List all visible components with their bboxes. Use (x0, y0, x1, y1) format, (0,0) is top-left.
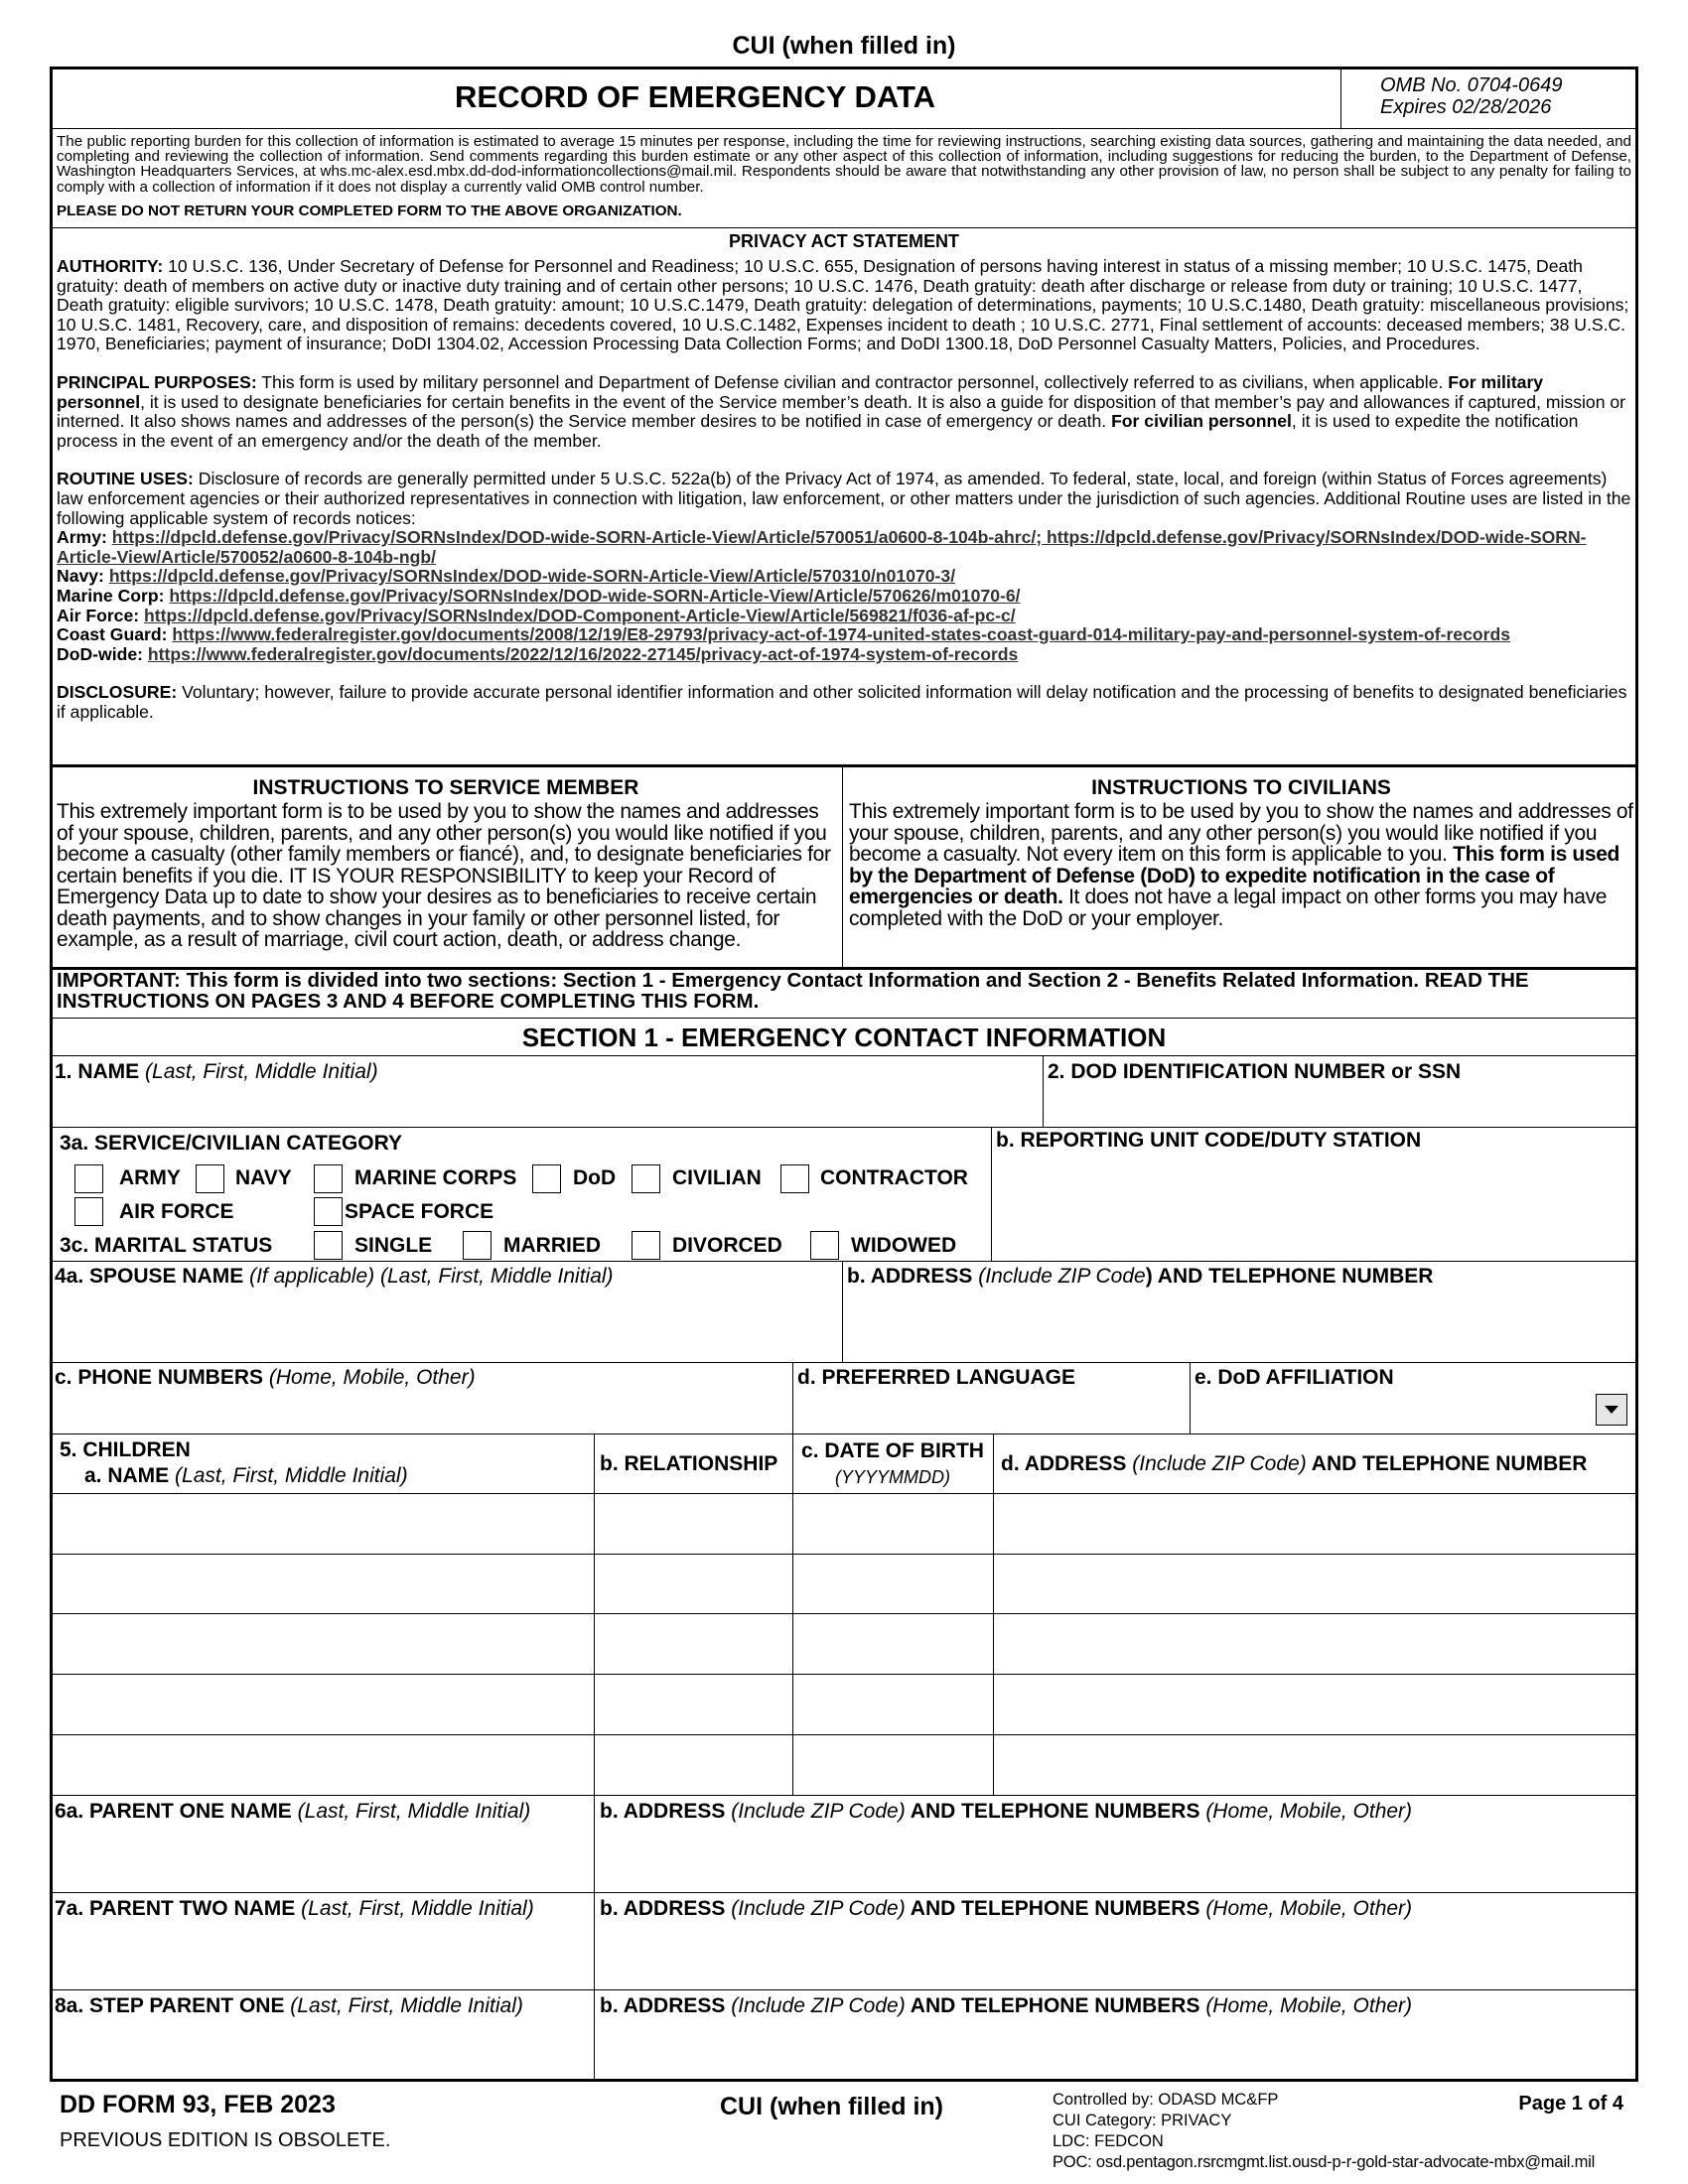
f8a-step-parent-label: 8a. STEP PARENT ONE (Last, First, Middle Initial) (55, 1994, 523, 2017)
divorced-checkbox[interactable] (632, 1231, 660, 1260)
f6a-parent-one-label: 6a. PARENT ONE NAME (Last, First, Middle Initial) (55, 1800, 531, 1823)
f7b-address-label: b. ADDRESS (Include ZIP Code) AND TELEPHONE NUMBERS (Home, Mobile, Other) (600, 1897, 1413, 1920)
sorn-airforce: Air Force: https://dpcld.defense.gov/Privacy/SORNsIndex/DOD-Component-Article-View/Article/569821/f036-af-pc-c/ (57, 605, 1016, 625)
contractor-checkbox[interactable] (780, 1164, 809, 1193)
title-divider (1340, 67, 1341, 128)
f1-name-input[interactable] (52, 1086, 1040, 1124)
sorn-airforce-link[interactable]: https://dpcld.defense.gov/Privacy/SORNsIndex/DOD-Component-Article-View/Article/569821/f036-af-pc-c/ (144, 605, 1016, 625)
f2-dodid-input[interactable] (1046, 1086, 1635, 1124)
do-not-return: PLEASE DO NOT RETURN YOUR COMPLETED FORM TO THE ABOVE ORGANIZATION. (57, 203, 682, 219)
f1-name-label: 1. NAME (Last, First, Middle Initial) (55, 1060, 378, 1083)
f8a-step-parent-input[interactable] (52, 2021, 591, 2079)
navy-label: NAVY (235, 1166, 292, 1189)
child-row-1[interactable] (52, 1495, 1635, 1552)
contractor-label: CONTRACTOR (820, 1166, 968, 1189)
f6b-address-input[interactable] (597, 1827, 1635, 1890)
f5c-dob-hint: (YYYYMMDD) (835, 1467, 950, 1487)
f5a-name-label: a. NAME (Last, First, Middle Initial) (84, 1464, 408, 1487)
dod-checkbox[interactable] (532, 1164, 561, 1193)
important-notice: IMPORTANT: This form is divided into two sections: Section 1 - Emergency Contact Information and Section 2 - Benefits Related Information. READ THE INSTRUCTIONS ON PAGES 3 AND 4 BEFORE COMPLETING THIS FORM. (57, 969, 1529, 1013)
f3a-category-label: 3a. SERVICE/CIVILIAN CATEGORY (60, 1132, 403, 1155)
authority-paragraph: AUTHORITY: 10 U.S.C. 136, Under Secretary of Defense for Personnel and Readiness; 10 U.S.C. 655, Designation of persons having interest in status of a missing member; 10 U.S.C. 1475, Death gratuity: death of members on active duty or inactive duty training and of certain other persons; 10 U.S.C. 1476, Death gratuity: death after discharge or release from duty or training; 10 U.S.C. 1477, Death gratuity: eligible survivors; 10 U.S.C. 1478, Death gratuity: amount; 10 U.S.C.1479, Death gratuity: delegation of determinations, payments; 10 U.S.C.1480, Death gratuity: miscellaneous provisions; 10 U.S.C. 1481, Recovery, care, and disposition of remains: decedents covered, 10 U.S.C.1482, Expenses incident to death ; 10 U.S.C. 2771, Final settlement of accounts: deceased members; 38 U.S.C. 1970, Beneficiaries; payment of insurance; DoDI 1304.02, Accession Processing Data Collection Forms; and DoDI 1300.18, DoD Personnel Casualty Matters, Policies, and Procedures. (57, 256, 1629, 354)
f4d-language-input[interactable] (795, 1392, 1187, 1432)
f5-children-label: 5. CHILDREN (60, 1438, 191, 1461)
f3c-marital-label: 3c. MARITAL STATUS (60, 1234, 273, 1257)
sorn-marine: Marine Corp: https://dpcld.defense.gov/Privacy/SORNsIndex/DOD-wide-SORN-Article-View/Article/570626/m01070-6/ (57, 585, 1021, 606)
army-label: ARMY (119, 1166, 181, 1189)
space-force-checkbox[interactable] (314, 1197, 343, 1226)
civilian-label: CIVILIAN (672, 1166, 762, 1189)
f4b-address-label: b. ADDRESS (Include ZIP Code) AND TELEPHONE NUMBER (847, 1265, 1434, 1288)
sorn-navy: Navy: https://dpcld.defense.gov/Privacy/SORNsIndex/DOD-wide-SORN-Article-View/Article/570310/n01070-3/ (57, 566, 956, 587)
marine-corps-checkbox[interactable] (314, 1164, 343, 1193)
f6a-parent-one-input[interactable] (52, 1827, 591, 1890)
widowed-checkbox[interactable] (810, 1231, 839, 1260)
f7a-parent-two-label: 7a. PARENT TWO NAME (Last, First, Middle Initial) (55, 1897, 534, 1920)
civilian-checkbox[interactable] (632, 1164, 660, 1193)
footer-cui-category: CUI Category: PRIVACY (1053, 2112, 1232, 2129)
omb-expires: Expires 02/28/2026 (1380, 96, 1552, 118)
cui-top-label: CUI (when filled in) (732, 32, 956, 60)
instr-service-member-heading: INSTRUCTIONS TO SERVICE MEMBER (252, 776, 639, 799)
f4c-phone-label: c. PHONE NUMBERS (Home, Mobile, Other) (55, 1366, 476, 1389)
cui-bottom-label: CUI (when filled in) (720, 2093, 943, 2120)
f3b-unit-input[interactable] (994, 1157, 1635, 1258)
navy-checkbox[interactable] (196, 1164, 224, 1193)
footer-poc: POC: osd.pentagon.rsrcmgmt.list.ousd-p-r-gold-star-advocate-mbx@mail.mil (1053, 2153, 1596, 2171)
f8b-address-label: b. ADDRESS (Include ZIP Code) AND TELEPHONE NUMBERS (Home, Mobile, Other) (600, 1994, 1413, 2017)
f7b-address-input[interactable] (597, 1924, 1635, 1987)
army-checkbox[interactable] (74, 1164, 103, 1193)
omb-number: OMB No. 0704-0649 (1380, 74, 1563, 96)
single-checkbox[interactable] (314, 1231, 343, 1260)
air-force-label: AIR FORCE (119, 1200, 234, 1223)
f5c-dob-label: c. DATE OF BIRTH (801, 1439, 984, 1462)
sorn-coastguard-link[interactable]: https://www.federalregister.gov/documents/2008/12/19/E8-29793/privacy-act-of-1974-united-states-coast-guard-014-military-pay-and-personnel-system-of-records (172, 624, 1510, 645)
sorn-army: Army: https://dpcld.defense.gov/Privacy/SORNsIndex/DOD-wide-SORN-Article-View/Article/570051/a0600-8-104b-ahrc/; https://dpcld.defense.gov/Privacy/SORNsIndex/DOD-wide-SORN-Article-View/Article/570052/a0600-8-104b-ngb/ (57, 527, 1587, 567)
marine-corps-label: MARINE CORPS (354, 1166, 517, 1189)
f8b-address-input[interactable] (597, 2021, 1635, 2079)
footer-controlled-by: Controlled by: ODASD MC&FP (1053, 2091, 1279, 2109)
widowed-label: WIDOWED (851, 1234, 957, 1257)
f5b-relationship-label: b. RELATIONSHIP (600, 1452, 778, 1475)
f4a-spouse-label: 4a. SPOUSE NAME (If applicable) (Last, First, Middle Initial) (55, 1265, 614, 1288)
divorced-label: DIVORCED (672, 1234, 782, 1257)
child-row-2[interactable] (52, 1556, 1635, 1611)
f4b-address-input[interactable] (845, 1291, 1635, 1360)
child-row-3[interactable] (52, 1615, 1635, 1672)
instr-civilians-heading: INSTRUCTIONS TO CIVILIANS (1091, 776, 1391, 799)
instr-service-member-text: This extremely important form is to be used by you to show the names and addresses of your spouse, children, parents, and any other person(s) you would like notified if you become a casualty (other family members or fiancé), and, to designate beneficiaries for certain benefits if you die. IT IS YOUR RESPONSIBILITY to keep your Record of Emergency Data up to date to show your desires as to beneficiaries to receive certain death payments, and to show changes in your family or other personnel listed, for example, as a result of marriage, civil court action, death, or address change. (57, 800, 831, 951)
footer-ldc: LDC: FEDCON (1053, 2132, 1164, 2150)
married-label: MARRIED (503, 1234, 601, 1257)
instr-civilians-text: This extremely important form is to be used by you to show the names and addresses of your spouse, children, parents, and any other person(s) you would like notified if you become a casualty. Not every item on this form is applicable to you. This form is used by the Department of Defense (DoD) to expedite notification in the case of emergencies or death. It does not have a legal impact on other forms you may have completed with the DoD or your employer. (849, 800, 1633, 930)
f2-dodid-label: 2. DOD IDENTIFICATION NUMBER or SSN (1048, 1060, 1462, 1083)
child-row-4[interactable] (52, 1676, 1635, 1732)
sorn-marine-link[interactable]: https://dpcld.defense.gov/Privacy/SORNsIndex/DOD-wide-SORN-Article-View/Article/570626/m01070-6/ (169, 585, 1021, 606)
f7a-parent-two-input[interactable] (52, 1924, 591, 1987)
f4e-affiliation-select[interactable] (1193, 1392, 1590, 1432)
space-force-label: SPACE FORCE (345, 1200, 494, 1223)
f4a-spouse-input[interactable] (52, 1291, 839, 1360)
privacy-act-statement (57, 257, 1631, 722)
sorn-army-link[interactable]: https://dpcld.defense.gov/Privacy/SORNsIndex/DOD-wide-SORN-Article-View/Article/570051/a0600-8-104b-ahrc/; https://dpcld.defense.gov/Privacy/SORNsIndex/DOD-wide-SORN-Article-View/Article/570052/a0600-8-104b-ngb/ (57, 527, 1587, 567)
f6b-address-label: b. ADDRESS (Include ZIP Code) AND TELEPHONE NUMBERS (Home, Mobile, Other) (600, 1800, 1413, 1823)
burden-statement: The public reporting burden for this collection of information is estimated to average 15 minutes per response, including the time for reviewing instructions, searching existing data sources, gathering and maintaining the data needed, and completing and reviewing the collection of information. Send comments regarding this burden estimate or any other aspect of this collection of information, including suggestions for reducing the burden, to the Department of Defense, Washington Headquarters Services, at whs.mc-alex.esd.mbx.dd-dod-informationcollections@mail.mil. Respondents should be aware that notwithstanding any other provision of law, no person shall be subject to any penalty for failing to comply with a collection of information if it does not display a currently valid OMB control number. (57, 133, 1631, 196)
principal-purposes-paragraph: PRINCIPAL PURPOSES: This form is used by military personnel and Department of Defense civilian and contractor personnel, collectively referred to as civilians, when applicable. For military personnel, it is used to designate beneficiaries for certain benefits in the event of the Service member’s death. It is also a guide for disposition of that member’s pay and allowances if captured, mission or interned. It also shows names and addresses of the person(s) the Service member desires to be notified in case of emergency or death. For civilian personnel, it is used to expedite the notification process in the event of an emergency and/or the death of the member. (57, 371, 1626, 451)
chevron-down-icon (1605, 1406, 1618, 1414)
f4c-phone-input[interactable] (52, 1392, 789, 1432)
routine-uses-paragraph: ROUTINE USES: Disclosure of records are generally permitted under 5 U.S.C. 522a(b) of the Privacy Act of 1974, as amended. To federal, state, local, and foreign (within Status of Forces agreements) law enforcement agencies or their authorized representatives in connection with litigation, law enforcement, or other matters under the jurisdiction of such agencies. Additional Routine uses are listed in the following applicable system of records notices: (57, 469, 1631, 528)
sorn-dodwide: DoD-wide: https://www.federalregister.gov/documents/2022/12/16/2022-27145/privacy-act-of-1974-system-of-records (57, 643, 1019, 664)
footer-previous-edition: PREVIOUS EDITION IS OBSOLETE. (60, 2129, 391, 2151)
section1-heading: SECTION 1 - EMERGENCY CONTACT INFORMATION (521, 1023, 1167, 1052)
married-checkbox[interactable] (463, 1231, 492, 1260)
disclosure-paragraph: DISCLOSURE: Voluntary; however, failure to provide accurate personal identifier information and other solicited information will delay notification and the processing of benefits to designated beneficiaries if applicable. (57, 682, 1627, 722)
f4e-affiliation-label: e. DoD AFFILIATION (1195, 1366, 1394, 1389)
privacy-heading: PRIVACY ACT STATEMENT (728, 231, 959, 251)
child-row-5[interactable] (52, 1736, 1635, 1793)
f4d-language-label: d. PREFERRED LANGUAGE (797, 1366, 1076, 1389)
f3b-unit-label: b. REPORTING UNIT CODE/DUTY STATION (996, 1129, 1422, 1152)
sorn-dodwide-link[interactable]: https://www.federalregister.gov/documents/2022/12/16/2022-27145/privacy-act-of-1974-system-of-records (147, 643, 1019, 664)
sorn-coastguard: Coast Guard: https://www.federalregister.gov/documents/2008/12/19/E8-29793/privacy-act-of-1974-united-states-coast-guard-014-military-pay-and-personnel-system-of-records (57, 624, 1510, 645)
affiliation-dropdown-button[interactable] (1596, 1394, 1627, 1426)
footer-form-number: DD FORM 93, FEB 2023 (60, 2091, 336, 2118)
single-label: SINGLE (354, 1234, 433, 1257)
f5d-address-label: d. ADDRESS (Include ZIP Code) AND TELEPHONE NUMBER (1001, 1452, 1588, 1475)
form-title: RECORD OF EMERGENCY DATA (455, 79, 935, 114)
air-force-checkbox[interactable] (74, 1197, 103, 1226)
footer-page-number: Page 1 of 4 (1518, 2093, 1623, 2115)
dod-label: DoD (573, 1166, 617, 1189)
sorn-navy-link[interactable]: https://dpcld.defense.gov/Privacy/SORNsIndex/DOD-wide-SORN-Article-View/Article/570310/n01070-3/ (108, 566, 956, 587)
